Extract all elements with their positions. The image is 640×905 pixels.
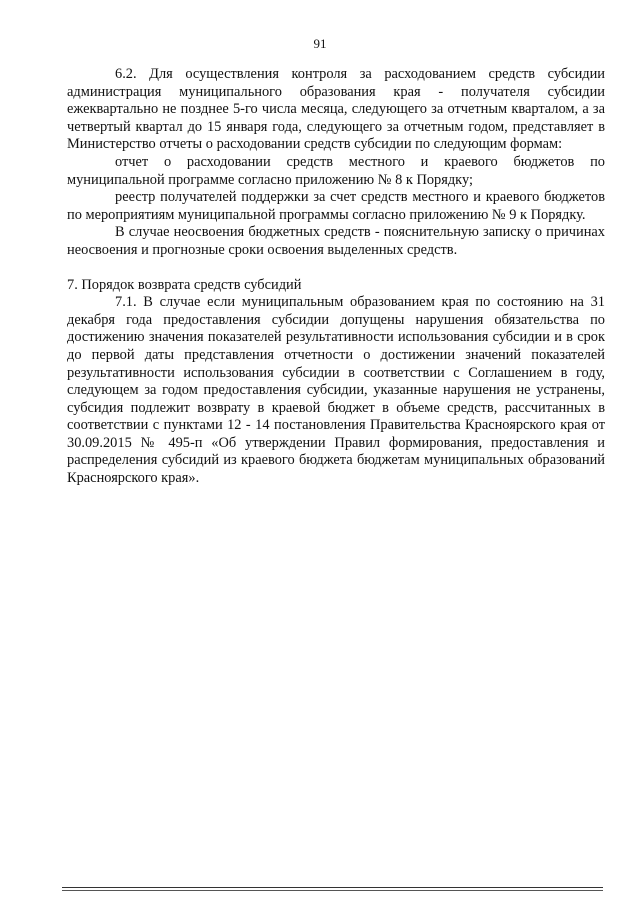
paragraph-7-1: 7.1. В случае если муниципальным образованием края по состоянию на 31 декабря года предоставления субсидии допущены нарушения обязательства по достижению значения показателей результативности использования субсидии и в срок до первой даты представления отчетности о достижении значений показателей результативности использования субсидии в соответствии с Соглашением в году, следующем за годом предоставления субсидии, указанные нарушения не устранены, субсидия подлежит возврату в краевой бюджет в объеме средств, рассчитанных в соответствии с пунктами 12 - 14 постановления Правительства Красноярского края от 30.09.2015 № 495-п «Об утверждении Правил формирования, предоставления и распределения субсидий из краевого бюджета бюджетам муниципальных образований Красноярского края». xyxy=(67,294,605,487)
paragraph-unused-funds: В случае неосвоения бюджетных средств - пояснительную записку о причинах неосвоения и прогнозные сроки освоения выделенных средств. xyxy=(67,224,605,258)
section-7-heading: 7. Порядок возврата средств субсидий xyxy=(67,276,302,293)
paragraph-report-form: отчет о расходовании средств местного и краевого бюджетов по муниципальной программе согласно приложению № 8 к Порядку; xyxy=(67,153,605,188)
paragraph-6-2: 6.2. Для осуществления контроля за расходованием средств субсидии администрация муниципального образования края - получателя субсидии ежеквартально не позднее 5-го числа месяца, следующего за отчетным кварталом, а за четвертый квартал до 15 января года, следующего за отчетным годом, представляет в Министерство отчеты о расходовании средств субсидии по следующим формам: xyxy=(67,66,605,153)
paragraph-registry-form: реестр получателей поддержки за счет средств местного и краевого бюджетов по мероприятиям муниципальной программы согласно приложению № 9 к Порядку. xyxy=(67,189,605,223)
bottom-divider xyxy=(62,887,603,888)
bottom-divider-second xyxy=(62,890,603,891)
document-body xyxy=(67,66,605,488)
page-number: 91 xyxy=(313,36,327,51)
